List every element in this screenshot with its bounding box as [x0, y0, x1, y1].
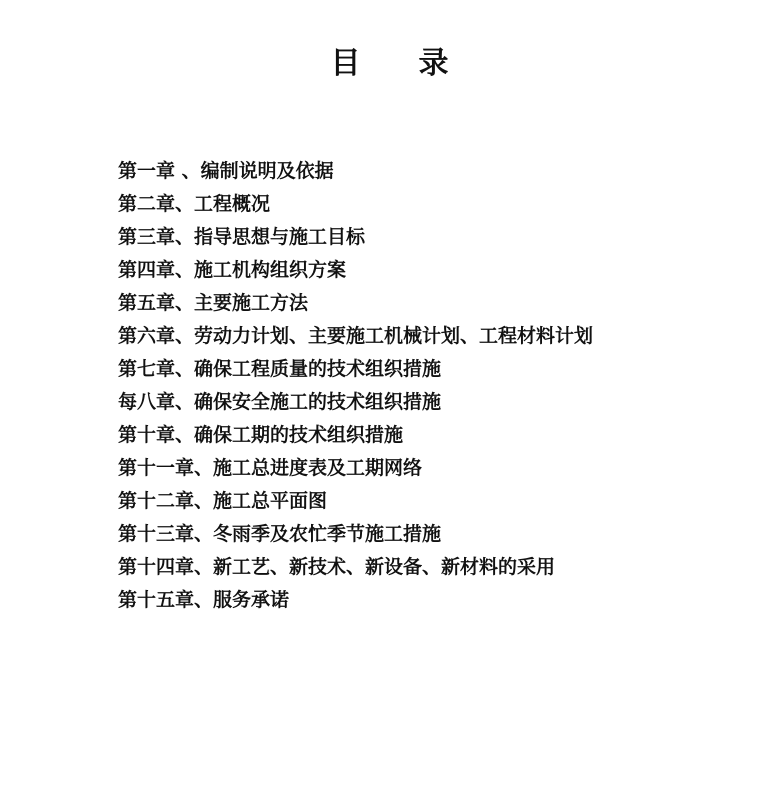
- toc-item-chapter-7: 第七章、确保工程质量的技术组织措施: [118, 358, 442, 380]
- toc-item-chapter-11: 第十一章、施工总进度表及工期网络: [118, 457, 423, 479]
- toc-item-chapter-5: 第五章、主要施工方法: [118, 292, 309, 314]
- toc-item-chapter-1: 第一章 、编制说明及依据: [118, 160, 334, 182]
- title-char-2: 录: [418, 46, 449, 81]
- toc-item-chapter-12: 第十二章、施工总平面图: [118, 490, 328, 512]
- page-title: [0, 44, 779, 84]
- toc-item-chapter-2: 第二章、工程概况: [118, 193, 271, 215]
- toc-item-chapter-10: 第十章、确保工期的技术组织措施: [118, 424, 404, 446]
- toc-item-chapter-6: 第六章、劳动力计划、主要施工机械计划、工程材料计划: [118, 325, 594, 347]
- table-of-contents: [118, 155, 593, 617]
- title-char-1: 目: [330, 46, 361, 81]
- toc-item-chapter-8: 每八章、确保安全施工的技术组织措施: [118, 391, 442, 413]
- toc-item-chapter-15: 第十五章、服务承诺: [118, 589, 290, 611]
- toc-item-chapter-4: 第四章、施工机构组织方案: [118, 259, 347, 281]
- toc-item-chapter-3: 第三章、指导思想与施工目标: [118, 226, 366, 248]
- toc-item-chapter-14: 第十四章、新工艺、新技术、新设备、新材料的采用: [118, 556, 556, 578]
- toc-item-chapter-13: 第十三章、冬雨季及农忙季节施工措施: [118, 523, 442, 545]
